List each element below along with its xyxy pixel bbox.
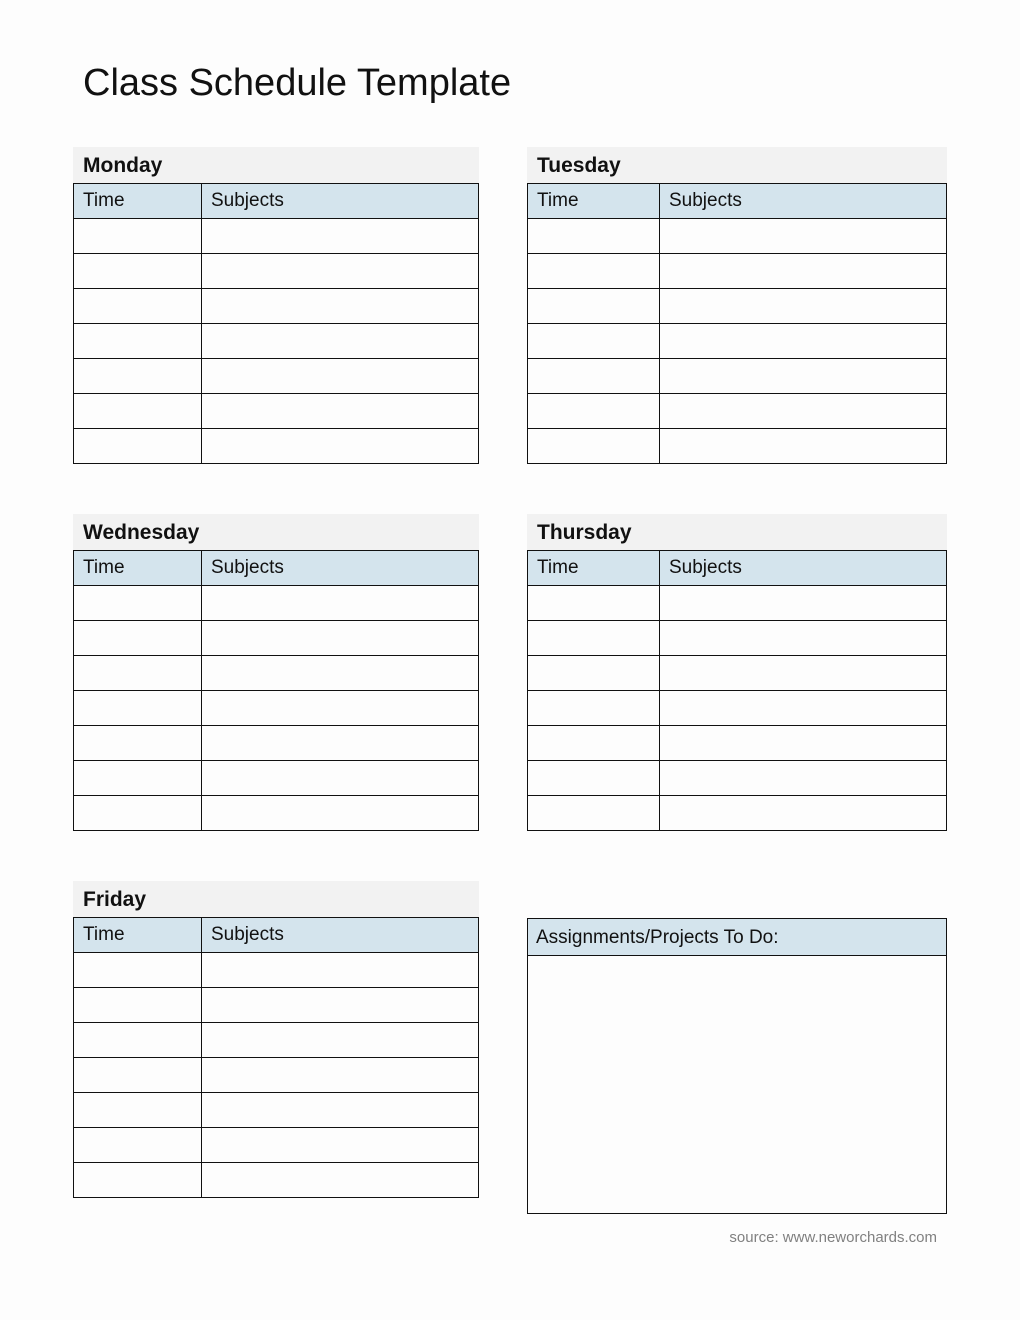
schedule-table (73, 917, 479, 1198)
time-cell[interactable] (528, 691, 660, 726)
time-cell[interactable] (74, 219, 202, 254)
subject-cell[interactable] (202, 254, 479, 289)
time-cell[interactable] (74, 1093, 202, 1128)
page-title: Class Schedule Template (83, 62, 512, 104)
subject-cell[interactable] (660, 359, 947, 394)
assignments-header: Assignments/Projects To Do: (528, 919, 946, 956)
table-row (74, 289, 479, 324)
subject-cell[interactable] (660, 726, 947, 761)
subject-cell[interactable] (202, 289, 479, 324)
time-cell[interactable] (74, 691, 202, 726)
subject-cell[interactable] (660, 324, 947, 359)
subject-cell[interactable] (202, 394, 479, 429)
time-cell[interactable] (74, 289, 202, 324)
time-header: Time (74, 918, 202, 953)
table-row (528, 726, 947, 761)
subject-cell[interactable] (202, 988, 479, 1023)
table-row (74, 953, 479, 988)
table-row (74, 586, 479, 621)
time-cell[interactable] (528, 324, 660, 359)
table-row (74, 1163, 479, 1198)
table-row (74, 796, 479, 831)
assignments-box (527, 918, 947, 1214)
table-row (74, 621, 479, 656)
table-row (528, 761, 947, 796)
table-row (528, 289, 947, 324)
table-row (74, 1023, 479, 1058)
time-cell[interactable] (74, 761, 202, 796)
table-row (74, 726, 479, 761)
subject-cell[interactable] (660, 621, 947, 656)
day-title: Tuesday (527, 147, 947, 183)
subjects-header: Subjects (660, 184, 947, 219)
table-row (528, 254, 947, 289)
table-row (74, 394, 479, 429)
time-cell[interactable] (74, 726, 202, 761)
subject-cell[interactable] (660, 394, 947, 429)
time-cell[interactable] (74, 621, 202, 656)
time-cell[interactable] (528, 621, 660, 656)
subject-cell[interactable] (202, 1128, 479, 1163)
subject-cell[interactable] (202, 324, 479, 359)
table-row (528, 219, 947, 254)
subject-cell[interactable] (202, 586, 479, 621)
day-block-thursday (527, 514, 947, 831)
subject-cell[interactable] (660, 656, 947, 691)
subjects-header: Subjects (660, 551, 947, 586)
day-title: Monday (73, 147, 479, 183)
subject-cell[interactable] (660, 254, 947, 289)
time-cell[interactable] (74, 359, 202, 394)
table-row (74, 359, 479, 394)
time-cell[interactable] (528, 429, 660, 464)
time-header: Time (74, 184, 202, 219)
time-cell[interactable] (528, 394, 660, 429)
subjects-header: Subjects (202, 184, 479, 219)
header-row (74, 918, 479, 953)
time-header: Time (74, 551, 202, 586)
header-row (74, 551, 479, 586)
table-row (528, 394, 947, 429)
subject-cell[interactable] (660, 761, 947, 796)
header-row (528, 184, 947, 219)
day-title: Friday (73, 881, 479, 917)
day-block-tuesday (527, 147, 947, 464)
subject-cell[interactable] (202, 359, 479, 394)
time-header: Time (528, 551, 660, 586)
table-row (528, 621, 947, 656)
time-cell[interactable] (74, 656, 202, 691)
table-row (74, 254, 479, 289)
source-credit: source: www.neworchards.com (729, 1229, 937, 1246)
time-cell[interactable] (528, 656, 660, 691)
time-cell[interactable] (74, 429, 202, 464)
subject-cell[interactable] (202, 1023, 479, 1058)
time-cell[interactable] (528, 289, 660, 324)
time-cell[interactable] (74, 796, 202, 831)
table-row (528, 359, 947, 394)
day-title: Thursday (527, 514, 947, 550)
table-row (74, 988, 479, 1023)
time-cell[interactable] (74, 324, 202, 359)
table-row (528, 691, 947, 726)
table-row (74, 219, 479, 254)
table-row (528, 324, 947, 359)
table-row (74, 324, 479, 359)
schedule-table (73, 550, 479, 831)
day-block-monday (73, 147, 479, 464)
subject-cell[interactable] (202, 621, 479, 656)
subject-cell[interactable] (660, 219, 947, 254)
subject-cell[interactable] (660, 691, 947, 726)
subject-cell[interactable] (202, 1093, 479, 1128)
time-cell[interactable] (528, 726, 660, 761)
time-cell[interactable] (74, 988, 202, 1023)
subject-cell[interactable] (202, 656, 479, 691)
time-cell[interactable] (528, 219, 660, 254)
subject-cell[interactable] (660, 796, 947, 831)
subjects-header: Subjects (202, 551, 479, 586)
table-row (74, 691, 479, 726)
header-row (74, 184, 479, 219)
time-cell[interactable] (528, 796, 660, 831)
subject-cell[interactable] (660, 429, 947, 464)
day-block-friday (73, 881, 479, 1198)
time-header: Time (528, 184, 660, 219)
schedule-table (73, 183, 479, 464)
subject-cell[interactable] (202, 691, 479, 726)
subject-cell[interactable] (660, 586, 947, 621)
table-row (74, 1128, 479, 1163)
time-cell[interactable] (74, 1023, 202, 1058)
schedule-table (527, 550, 947, 831)
subject-cell[interactable] (202, 1058, 479, 1093)
time-cell[interactable] (74, 953, 202, 988)
day-block-wednesday (73, 514, 479, 831)
table-row (74, 761, 479, 796)
table-row (528, 796, 947, 831)
table-row (74, 1093, 479, 1128)
header-row (528, 551, 947, 586)
table-row (74, 656, 479, 691)
subject-cell[interactable] (202, 429, 479, 464)
time-cell[interactable] (74, 394, 202, 429)
time-cell[interactable] (528, 254, 660, 289)
subject-cell[interactable] (202, 953, 479, 988)
table-row (74, 1058, 479, 1093)
subject-cell[interactable] (202, 219, 479, 254)
time-cell[interactable] (74, 1128, 202, 1163)
time-cell[interactable] (74, 1058, 202, 1093)
subject-cell[interactable] (202, 1163, 479, 1198)
assignments-notes-area[interactable] (528, 956, 946, 1213)
subjects-header: Subjects (202, 918, 479, 953)
table-row (528, 586, 947, 621)
subject-cell[interactable] (660, 289, 947, 324)
table-row (528, 429, 947, 464)
table-row (74, 429, 479, 464)
day-title: Wednesday (73, 514, 479, 550)
time-cell[interactable] (528, 359, 660, 394)
table-row (528, 656, 947, 691)
time-cell[interactable] (74, 1163, 202, 1198)
subject-cell[interactable] (202, 761, 479, 796)
time-cell[interactable] (74, 586, 202, 621)
time-cell[interactable] (528, 761, 660, 796)
schedule-table (527, 183, 947, 464)
subject-cell[interactable] (202, 796, 479, 831)
time-cell[interactable] (528, 586, 660, 621)
time-cell[interactable] (74, 254, 202, 289)
subject-cell[interactable] (202, 726, 479, 761)
